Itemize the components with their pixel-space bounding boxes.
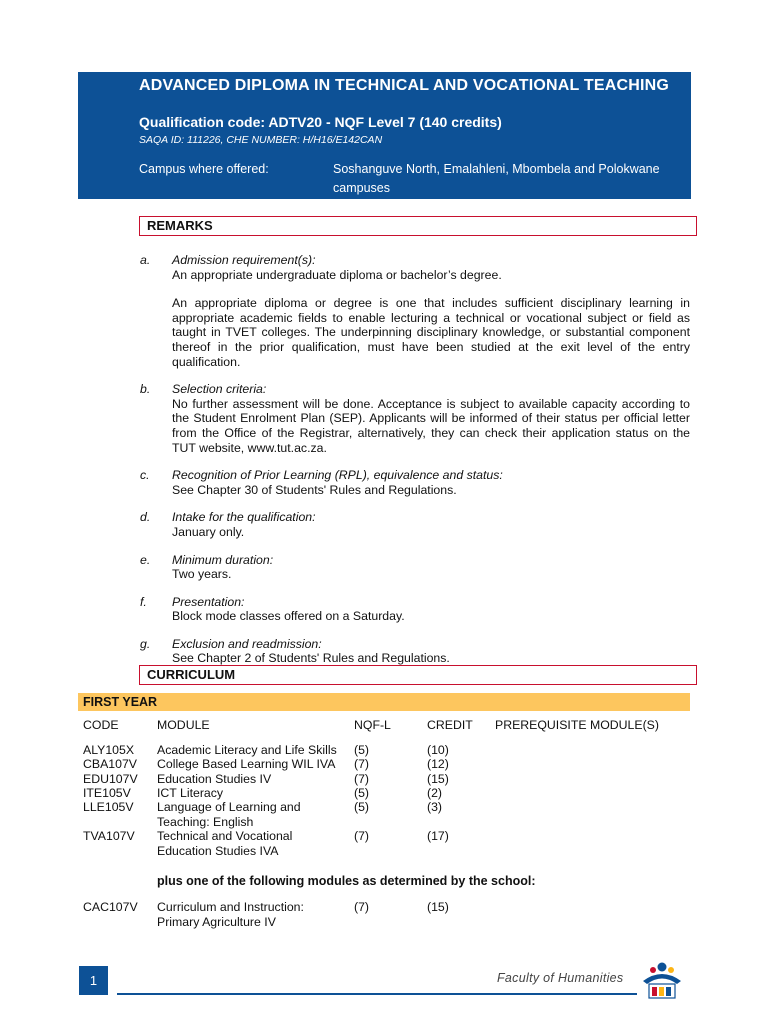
module-name: Education Studies IV xyxy=(157,772,272,786)
saqa-id: SAQA ID: 111226, CHE NUMBER: H/H16/E142CAN xyxy=(139,134,383,146)
remark-letter: a. xyxy=(140,253,151,267)
remark-item-a xyxy=(140,253,690,369)
remark-title: Minimum duration: xyxy=(172,552,274,567)
remark-item-f xyxy=(140,595,690,624)
module-code: TVA107V xyxy=(83,829,135,843)
remark-text: See Chapter 30 of Students' Rules and Regulations. xyxy=(172,482,457,497)
remark-text: Two years. xyxy=(172,567,232,582)
remark-item-c xyxy=(140,468,690,497)
qualification-header xyxy=(78,72,691,199)
remark-title: Intake for the qualification: xyxy=(172,510,316,525)
module-credit: (10) xyxy=(427,743,449,757)
module-name: Language of Learning and Teaching: English xyxy=(157,800,301,829)
remark-text: No further assessment will be done. Acceptance is subject to available capacity according to the Student Enrolment Plan (SEP). Applicants will be informed of their status per official letter from the Office of the Registrar, alternatively, they can check their application status on the TUT website, www.tut.ac.za. xyxy=(172,396,690,455)
remark-item-g xyxy=(140,637,690,666)
module-nqf: (7) xyxy=(354,757,370,771)
module-code: EDU107V xyxy=(83,772,138,786)
module-credit: (17) xyxy=(427,829,449,843)
module-name: Technical and Vocational Education Studies IVA xyxy=(157,829,293,858)
column-header-credit: CREDIT xyxy=(427,718,473,732)
curriculum-heading: CURRICULUM xyxy=(139,665,697,685)
remark-title: Admission requirement(s): xyxy=(172,253,316,267)
remark-letter: f. xyxy=(140,594,147,609)
remark-letter: c. xyxy=(140,468,150,483)
remark-text: January only. xyxy=(172,524,245,539)
module-nqf: (7) xyxy=(354,900,370,914)
university-logo-icon xyxy=(637,959,687,1001)
module-credit: (15) xyxy=(427,772,449,786)
module-credit: (2) xyxy=(427,786,443,800)
remark-title: Presentation: xyxy=(172,594,245,609)
module-nqf: (7) xyxy=(354,772,370,786)
remark-text: See Chapter 2 of Students' Rules and Regulations. xyxy=(172,651,450,666)
remark-item-d xyxy=(140,510,690,539)
remarks-heading: REMARKS xyxy=(139,216,697,236)
remark-text: Block mode classes offered on a Saturday. xyxy=(172,609,405,624)
module-code: CBA107V xyxy=(83,757,138,771)
remark-title: Selection criteria: xyxy=(172,382,267,397)
remark-letter: d. xyxy=(140,510,151,525)
column-header-code: CODE xyxy=(83,718,119,732)
campus-label: Campus where offered: xyxy=(139,162,269,176)
footer-rule xyxy=(117,993,637,995)
remark-letter: e. xyxy=(140,552,151,567)
remark-text: An appropriate diploma or degree is one that includes sufficient disciplinary learning in appropriate academic fields to enable lecturing a technical or vocational subject or field as taught in TVET colleges. The underpinning disciplinary knowledge, or substantial component thereof in the prior qualification, must have been studied at the exit level of the entry qualification. xyxy=(172,296,690,369)
remark-title: Exclusion and readmission: xyxy=(172,636,322,651)
module-name: Academic Literacy and Life Skills xyxy=(157,743,337,757)
remark-letter: b. xyxy=(140,382,151,397)
column-header-prerequisite: PREREQUISITE MODULE(S) xyxy=(495,718,659,732)
remark-item-e xyxy=(140,553,690,582)
module-code: LLE105V xyxy=(83,800,134,814)
module-credit: (15) xyxy=(427,900,449,914)
module-credit: (3) xyxy=(427,800,443,814)
module-nqf: (7) xyxy=(354,829,370,843)
page-number: 1 xyxy=(79,966,108,995)
elective-instruction: plus one of the following modules as determined by the school: xyxy=(157,874,536,888)
remark-text: An appropriate undergraduate diploma or bachelor’s degree. xyxy=(172,267,502,282)
remark-item-b xyxy=(140,382,690,455)
campus-value: Soshanguve North, Emalahleni, Mbombela and Polokwane campuses xyxy=(333,162,660,195)
module-code: ALY105X xyxy=(83,743,135,757)
remark-title: Recognition of Prior Learning (RPL), equivalence and status: xyxy=(172,468,503,483)
module-credit: (12) xyxy=(427,757,449,771)
module-nqf: (5) xyxy=(354,800,370,814)
faculty-name: Faculty of Humanities xyxy=(497,971,624,985)
module-nqf: (5) xyxy=(354,786,370,800)
module-name: Curriculum and Instruction: Primary Agriculture IV xyxy=(157,900,304,929)
remark-letter: g. xyxy=(140,636,151,651)
module-nqf: (5) xyxy=(354,743,370,757)
column-header-module: MODULE xyxy=(157,718,210,732)
module-name: ICT Literacy xyxy=(157,786,224,800)
column-header-nqf: NQF-L xyxy=(354,718,391,732)
module-code: ITE105V xyxy=(83,786,131,800)
first-year-bar: FIRST YEAR xyxy=(78,693,690,711)
module-code: CAC107V xyxy=(83,900,138,914)
module-name: College Based Learning WIL IVA xyxy=(157,757,336,771)
remarks-list xyxy=(140,253,690,679)
qualification-title: ADVANCED DIPLOMA IN TECHNICAL AND VOCATIONAL TEACHING xyxy=(139,77,670,94)
qualification-code: Qualification code: ADTV20 - NQF Level 7 (140 credits) xyxy=(139,114,502,130)
